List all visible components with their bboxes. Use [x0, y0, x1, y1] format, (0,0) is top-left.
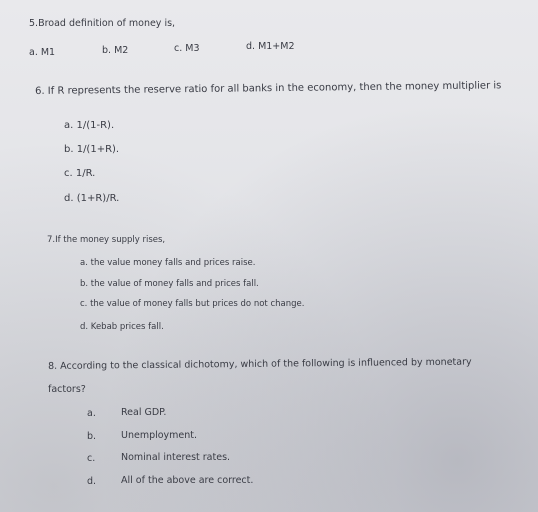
question-7-stem: 7.If the money supply rises,: [47, 235, 166, 245]
question-5-option-d: d. M1+M2: [246, 41, 295, 52]
question-8-option-b-letter: b.: [87, 431, 97, 442]
question-8-option-c-text: Nominal interest rates.: [121, 452, 231, 463]
question-5-option-a: a. M1: [29, 47, 56, 58]
question-8-stem-line-1: 8. According to the classical dichotomy, which of the following is influenced by monetary: [47, 356, 472, 372]
question-8-option-a-text: Real GDP.: [121, 407, 167, 418]
question-7-option-c: c. the value of money falls but prices do not change.: [80, 299, 305, 309]
question-7-option-a: a. the value money falls and prices raise.: [80, 258, 256, 268]
question-8-option-b-text: Unemployment.: [121, 430, 198, 441]
question-6-option-d: d. (1+R)/R.: [64, 193, 120, 204]
question-6-option-a: a. 1/(1-R).: [64, 120, 115, 131]
question-8-option-d-text: All of the above are correct.: [121, 475, 254, 486]
question-7-option-d: d. Kebab prices fall.: [80, 322, 164, 332]
question-8-option-c-letter: c.: [87, 453, 96, 464]
question-5-option-c: c. M3: [174, 43, 200, 54]
question-8-option-d-letter: d.: [87, 476, 97, 487]
question-8-option-a-letter: a.: [87, 408, 96, 419]
question-8-stem-line-2: factors?: [48, 384, 86, 395]
question-5-stem: 5.Broad definition of money is,: [29, 18, 176, 29]
question-6-option-c: c. 1/R.: [64, 168, 96, 179]
question-6-option-b: b. 1/(1+R).: [64, 144, 120, 155]
question-7-option-b: b. the value of money falls and prices fall.: [80, 279, 259, 289]
question-5-option-b: b. M2: [102, 45, 129, 56]
question-6-stem: 6. If R represents the reserve ratio for all banks in the economy, then the money multiplier is: [34, 80, 502, 97]
